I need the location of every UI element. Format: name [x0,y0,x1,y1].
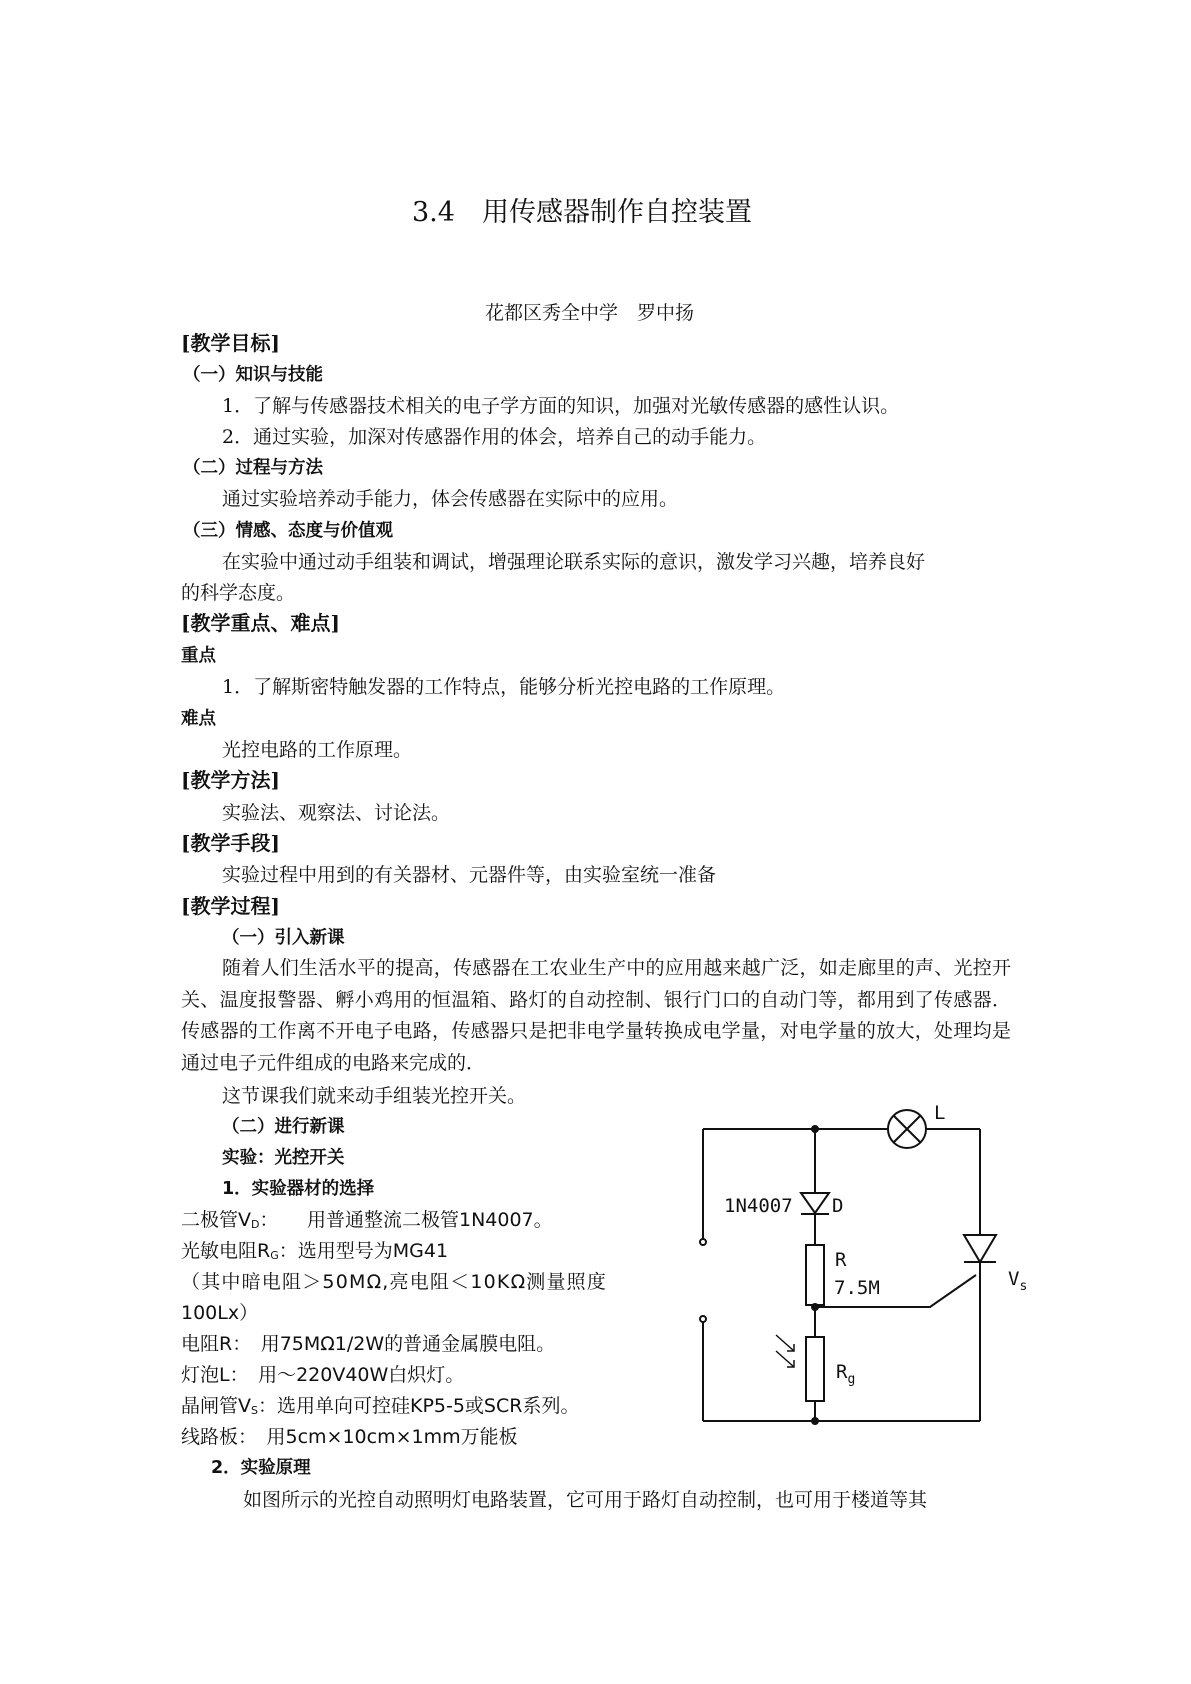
key-item: 1．了解斯密特触发器的工作特点，能够分析光控电路的工作原理。 [222,676,786,698]
material-photoresistor-note: （其中暗电阻＞50MΩ,亮电阻＜10KΩ测量照度 [181,1271,608,1293]
junction-dot [812,1126,818,1132]
subheading-difficult: 难点 [181,709,216,729]
photoresistor-label: $R_g$ [836,1361,856,1387]
material-lamp: 灯泡L： 用～220V40W白炽灯。 [181,1364,465,1386]
subheading-emotion: （三）情感、态度与价值观 [183,521,393,541]
principle-text: 如图所示的光控自动照明灯电路装置，它可用于路灯自动控制，也可用于楼道等其 [243,1489,928,1511]
subheading-materials: 1．实验器材的选择 [222,1179,375,1199]
resistor-icon [806,1245,824,1305]
material-board: 线路板： 用5cm×10cm×1mm万能板 [181,1426,518,1448]
section-heading-methods: [教学方法] [181,768,280,792]
diode-model-label: 1N4007 [724,1195,793,1217]
material-thyristor: 晶闸管$V_S$：选用单向可控硅KP5-5或SCR系列。 [181,1395,580,1417]
means-text: 实验过程中用到的有关器材、元器件等，由实验室统一准备 [222,864,717,886]
diode-icon [801,1193,829,1214]
emotion-text-line-1: 在实验中通过动手组装和调试，增强理论联系实际的意识，激发学习兴趣，培养良好 [222,551,926,573]
subheading-key: 重点 [181,646,216,666]
terminal-top [700,1239,706,1245]
process-text: 通过实验培养动手能力，体会传感器在实际中的应用。 [222,488,679,510]
section-heading-means: [教学手段] [181,831,280,855]
section-heading-keypoints: [教学重点、难点] [181,611,340,635]
material-photoresistor: 光敏电阻$R_G$：选用型号为MG41 [181,1240,449,1262]
photoresistor-icon [806,1337,824,1401]
document-title: 3.4 用传感器制作自控装置 [412,197,752,228]
subheading-intro: （一）引入新课 [222,928,345,948]
subheading-principle: 2．实验原理 [211,1458,311,1478]
junction-dot [812,1418,818,1424]
material-diode: 二极管$V_D$： 用普通整流二极管1N4007。 [181,1209,553,1231]
author-line: 花都区秀全中学 罗中扬 [485,302,695,324]
section-heading-objectives: [教学目标] [181,331,280,355]
subheading-new-lesson: （二）进行新课 [222,1117,345,1137]
section-heading-procedure: [教学过程] [181,894,280,918]
subheading-experiment: 实验：光控开关 [222,1148,345,1168]
objective-item-2: 2．通过实验，加深对传感器作用的体会，培养自己的动手能力。 [222,426,767,448]
terminal-bottom [700,1316,706,1322]
material-photoresistor-note-2: 100Lx） [181,1302,259,1324]
difficult-item: 光控电路的工作原理。 [222,739,413,761]
material-resistor: 电阻R： 用75MΩ1/2W的普通金属膜电阻。 [181,1333,556,1355]
lamp-label: L [934,1102,946,1124]
light-control-circuit-diagram [690,1085,1040,1455]
lamp-icon [888,1110,926,1148]
thyristor-label: $V_s$ [1008,1268,1028,1294]
diode-label: D [832,1195,844,1217]
resistor-label: R [835,1249,847,1271]
methods-text: 实验法、观察法、讨论法。 [222,802,451,824]
resistor-value-label: 7.5M [834,1277,880,1299]
intro-paragraph-2: 这节课我们就来动手组装光控开关。 [222,1085,527,1107]
light-arrows-icon [776,1335,794,1367]
emotion-text-line-2: 的科学态度。 [181,582,296,604]
subheading-knowledge: （一）知识与技能 [183,365,323,385]
subheading-process: （二）过程与方法 [183,458,323,478]
thyristor-icon [964,1235,996,1262]
intro-paragraph: 随着人们生活水平的提高，传感器在工农业生产中的应用越来越广泛，如走廊里的声、光控开关、温度报警器、孵小鸡用的恒温箱、路灯的自动控制、银行门口的自动门等，都用到了传感器．传感器的工作离不开电子电路，传感器只是把非电学量转换成电学量，对电学量的放大，处理均是通过电子元件组成的电路来完成的． [181,957,1011,1074]
objective-item-1: 1．了解与传感器技术相关的电子学方面的知识，加强对光敏传感器的感性认识。 [222,395,900,417]
